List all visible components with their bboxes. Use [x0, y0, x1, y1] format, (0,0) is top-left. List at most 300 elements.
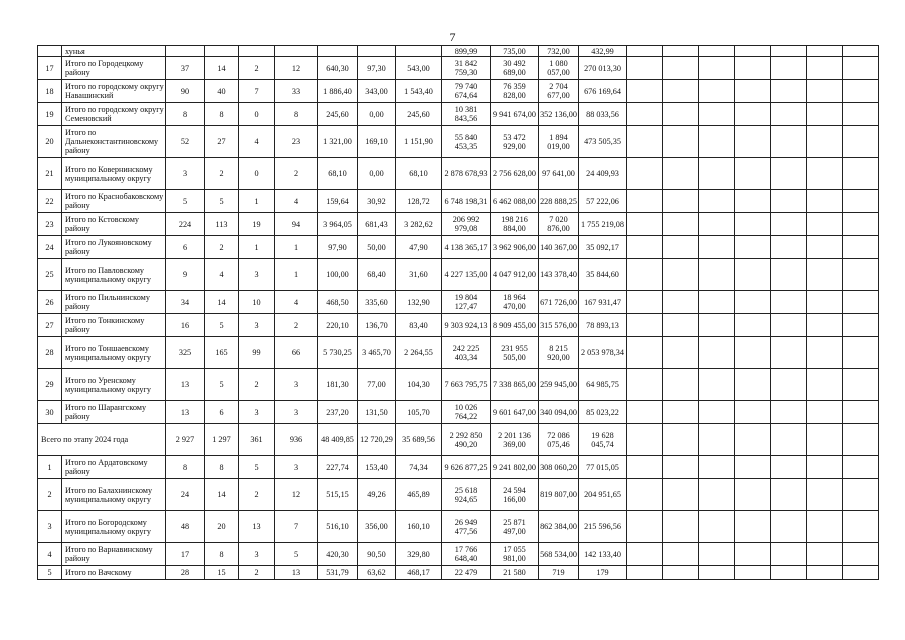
table-row — [38, 401, 879, 424]
empty-cell — [699, 479, 735, 511]
area-cell-3: 160,10 — [396, 511, 442, 543]
empty-cell — [807, 213, 843, 236]
amount-cell-3: 8 215 920,00 — [539, 337, 579, 369]
count-cell-4: 5 — [275, 543, 318, 566]
area-cell-2: 169,10 — [358, 126, 396, 158]
empty-cell — [627, 479, 663, 511]
empty-cell — [627, 456, 663, 479]
amount-cell-3: 140 367,00 — [539, 236, 579, 259]
amount-cell-2: 3 962 906,00 — [491, 236, 539, 259]
count-cell-1: 9 — [166, 259, 205, 291]
amount-cell-1: 6 748 198,31 — [442, 190, 491, 213]
empty-cell — [735, 158, 771, 190]
count-cell-3: 13 — [239, 511, 275, 543]
empty-cell — [771, 259, 807, 291]
amount-cell-3: 862 384,00 — [539, 511, 579, 543]
table-row — [38, 511, 879, 543]
empty-cell — [771, 479, 807, 511]
row-number-cell: 27 — [38, 314, 62, 337]
empty-cell — [843, 424, 879, 456]
amount-cell-4: 2 053 978,34 — [579, 337, 627, 369]
table-row — [38, 190, 879, 213]
area-cell-3: 68,10 — [396, 158, 442, 190]
empty-cell — [843, 57, 879, 80]
empty-cell — [735, 479, 771, 511]
empty-cell — [663, 479, 699, 511]
empty-cell — [807, 236, 843, 259]
empty-cell — [663, 46, 699, 57]
total-amount-cell-4: 19 628 045,74 — [579, 424, 627, 456]
empty-cell — [807, 369, 843, 401]
empty-cell — [735, 103, 771, 126]
empty-cell — [627, 511, 663, 543]
row-number-cell: 3 — [38, 511, 62, 543]
empty-cell — [771, 103, 807, 126]
empty-cell — [807, 57, 843, 80]
empty-cell — [771, 236, 807, 259]
total-count-cell-3: 361 — [239, 424, 275, 456]
area-cell-3: 105,70 — [396, 401, 442, 424]
empty-cell — [771, 456, 807, 479]
area-cell-3: 74,34 — [396, 456, 442, 479]
count-cell-3: 2 — [239, 566, 275, 580]
empty-cell — [699, 424, 735, 456]
area-cell-3: 31,60 — [396, 259, 442, 291]
empty-cell — [807, 314, 843, 337]
empty-cell — [807, 190, 843, 213]
empty-cell — [699, 314, 735, 337]
empty-cell — [843, 126, 879, 158]
total-count-cell-2: 1 297 — [205, 424, 239, 456]
total-count-cell-1: 2 927 — [166, 424, 205, 456]
count-cell-2: 20 — [205, 511, 239, 543]
amount-cell-4: 215 596,56 — [579, 511, 627, 543]
count-cell-2: 5 — [205, 314, 239, 337]
empty-cell — [699, 401, 735, 424]
count-cell-4: 1 — [275, 236, 318, 259]
empty-cell — [807, 479, 843, 511]
area-cell-1: 640,30 — [318, 57, 358, 80]
empty-cell — [771, 369, 807, 401]
amount-cell-1: 7 663 795,75 — [442, 369, 491, 401]
count-cell-2: 14 — [205, 57, 239, 80]
empty-cell — [843, 337, 879, 369]
empty-cell — [663, 424, 699, 456]
area-cell-3 — [396, 46, 442, 57]
table-row — [38, 259, 879, 291]
empty-cell — [735, 511, 771, 543]
empty-cell — [843, 511, 879, 543]
area-cell-1: 516,10 — [318, 511, 358, 543]
empty-cell — [663, 236, 699, 259]
empty-cell — [807, 80, 843, 103]
empty-cell — [771, 337, 807, 369]
empty-cell — [699, 337, 735, 369]
empty-cell — [627, 46, 663, 57]
empty-cell — [627, 126, 663, 158]
empty-cell — [807, 103, 843, 126]
count-cell-2: 4 — [205, 259, 239, 291]
empty-cell — [699, 103, 735, 126]
area-cell-2: 131,50 — [358, 401, 396, 424]
count-cell-2: 5 — [205, 190, 239, 213]
amount-cell-4: 57 222,06 — [579, 190, 627, 213]
count-cell-4: 4 — [275, 190, 318, 213]
amount-cell-3: 1 080 057,00 — [539, 57, 579, 80]
amount-cell-4: 142 133,40 — [579, 543, 627, 566]
amount-cell-3: 259 945,00 — [539, 369, 579, 401]
empty-cell — [771, 291, 807, 314]
table-row — [38, 337, 879, 369]
count-cell-4: 12 — [275, 479, 318, 511]
count-cell-3: 4 — [239, 126, 275, 158]
empty-cell — [843, 259, 879, 291]
amount-cell-4: 35 092,17 — [579, 236, 627, 259]
empty-cell — [627, 401, 663, 424]
district-name-cell: Итого по Тоншаевскому муниципальному округу — [62, 337, 166, 369]
amount-cell-2: 735,00 — [491, 46, 539, 57]
amount-cell-3: 228 888,25 — [539, 190, 579, 213]
count-cell-2: 40 — [205, 80, 239, 103]
count-cell-3: 5 — [239, 456, 275, 479]
count-cell-1: 5 — [166, 190, 205, 213]
amount-cell-4: 78 893,13 — [579, 314, 627, 337]
row-number-cell: 1 — [38, 456, 62, 479]
empty-cell — [627, 80, 663, 103]
table-row — [38, 213, 879, 236]
count-cell-3: 3 — [239, 259, 275, 291]
amount-cell-1: 206 992 979,08 — [442, 213, 491, 236]
empty-cell — [843, 566, 879, 580]
count-cell-2: 5 — [205, 369, 239, 401]
amount-cell-1: 26 949 477,56 — [442, 511, 491, 543]
amount-cell-2: 2 756 628,00 — [491, 158, 539, 190]
area-cell-1: 5 730,25 — [318, 337, 358, 369]
count-cell-4: 2 — [275, 314, 318, 337]
count-cell-2 — [205, 46, 239, 57]
empty-cell — [735, 190, 771, 213]
district-name-cell: Итого по Богородскому муниципальному округу — [62, 511, 166, 543]
empty-cell — [735, 314, 771, 337]
area-cell-1: 1 321,00 — [318, 126, 358, 158]
district-name-cell: Итого по Вачскому — [62, 566, 166, 580]
amount-cell-3: 340 094,00 — [539, 401, 579, 424]
empty-cell — [843, 80, 879, 103]
amount-cell-4: 1 755 219,08 — [579, 213, 627, 236]
area-cell-2 — [358, 46, 396, 57]
empty-cell — [663, 57, 699, 80]
empty-cell — [771, 80, 807, 103]
resettlement-table — [37, 45, 879, 580]
count-cell-4: 12 — [275, 57, 318, 80]
empty-cell — [807, 126, 843, 158]
count-cell-3: 2 — [239, 57, 275, 80]
empty-cell — [735, 57, 771, 80]
empty-cell — [663, 103, 699, 126]
empty-cell — [627, 543, 663, 566]
count-cell-4: 3 — [275, 401, 318, 424]
empty-cell — [843, 158, 879, 190]
amount-cell-2: 18 964 470,00 — [491, 291, 539, 314]
district-name-cell: Итого по Лукояновскому району — [62, 236, 166, 259]
area-cell-1: 100,00 — [318, 259, 358, 291]
row-number-cell: 28 — [38, 337, 62, 369]
district-name-cell: Итого по Уренскому муниципальному округу — [62, 369, 166, 401]
empty-cell — [663, 369, 699, 401]
empty-cell — [663, 337, 699, 369]
empty-cell — [699, 566, 735, 580]
empty-cell — [771, 213, 807, 236]
district-name-cell: Итого по Краснобаковскому району — [62, 190, 166, 213]
empty-cell — [807, 158, 843, 190]
amount-cell-1: 19 804 127,47 — [442, 291, 491, 314]
area-cell-2: 63,62 — [358, 566, 396, 580]
count-cell-1 — [166, 46, 205, 57]
empty-cell — [843, 46, 879, 57]
amount-cell-2: 21 580 — [491, 566, 539, 580]
total-amount-cell-2: 2 201 136 369,00 — [491, 424, 539, 456]
empty-cell — [807, 456, 843, 479]
amount-cell-1: 79 740 674,64 — [442, 80, 491, 103]
count-cell-4: 3 — [275, 369, 318, 401]
count-cell-1: 90 — [166, 80, 205, 103]
empty-cell — [735, 566, 771, 580]
district-name-cell: Итого по Ардатовскому району — [62, 456, 166, 479]
count-cell-3: 0 — [239, 158, 275, 190]
total-row — [38, 424, 879, 456]
amount-cell-2: 198 216 884,00 — [491, 213, 539, 236]
amount-cell-2: 17 055 981,00 — [491, 543, 539, 566]
amount-cell-3: 143 378,40 — [539, 259, 579, 291]
amount-cell-2: 24 594 166,00 — [491, 479, 539, 511]
area-cell-3: 128,72 — [396, 190, 442, 213]
table-row — [38, 566, 879, 580]
empty-cell — [699, 46, 735, 57]
empty-cell — [663, 158, 699, 190]
empty-cell — [771, 543, 807, 566]
empty-cell — [627, 424, 663, 456]
empty-cell — [663, 126, 699, 158]
empty-cell — [843, 236, 879, 259]
area-cell-2: 153,40 — [358, 456, 396, 479]
empty-cell — [699, 369, 735, 401]
district-name-cell: Итого по Ковернинскому муниципальному округу — [62, 158, 166, 190]
empty-cell — [771, 126, 807, 158]
empty-cell — [735, 236, 771, 259]
total-amount-cell-3: 72 086 075,46 — [539, 424, 579, 456]
amount-cell-3: 97 641,00 — [539, 158, 579, 190]
empty-cell — [663, 543, 699, 566]
amount-cell-3: 2 704 677,00 — [539, 80, 579, 103]
empty-cell — [771, 190, 807, 213]
row-number-cell: 29 — [38, 369, 62, 401]
amount-cell-4: 88 033,56 — [579, 103, 627, 126]
area-cell-3: 465,89 — [396, 479, 442, 511]
empty-cell — [627, 103, 663, 126]
area-cell-2: 356,00 — [358, 511, 396, 543]
empty-cell — [735, 291, 771, 314]
count-cell-1: 8 — [166, 103, 205, 126]
empty-cell — [699, 80, 735, 103]
empty-cell — [627, 158, 663, 190]
count-cell-3: 3 — [239, 314, 275, 337]
amount-cell-3: 819 807,00 — [539, 479, 579, 511]
row-number-cell: 26 — [38, 291, 62, 314]
amount-cell-4: 473 505,35 — [579, 126, 627, 158]
row-number-cell: 24 — [38, 236, 62, 259]
table-row — [38, 46, 879, 57]
row-number-cell: 23 — [38, 213, 62, 236]
empty-cell — [771, 566, 807, 580]
total-amount-cell-1: 2 292 850 490,20 — [442, 424, 491, 456]
empty-cell — [627, 190, 663, 213]
empty-cell — [807, 46, 843, 57]
empty-cell — [663, 511, 699, 543]
count-cell-4: 66 — [275, 337, 318, 369]
row-number-cell: 21 — [38, 158, 62, 190]
table-row — [38, 126, 879, 158]
empty-cell — [735, 80, 771, 103]
count-cell-4: 1 — [275, 259, 318, 291]
district-name-cell: Итого по Дальнеконстантиновскому району — [62, 126, 166, 158]
table-row — [38, 291, 879, 314]
amount-cell-2: 8 909 455,00 — [491, 314, 539, 337]
area-cell-2: 97,30 — [358, 57, 396, 80]
row-number-cell — [38, 46, 62, 57]
area-cell-2: 0,00 — [358, 158, 396, 190]
count-cell-2: 8 — [205, 456, 239, 479]
empty-cell — [843, 291, 879, 314]
area-cell-2: 136,70 — [358, 314, 396, 337]
count-cell-2: 2 — [205, 236, 239, 259]
table-row — [38, 80, 879, 103]
area-cell-1: 468,50 — [318, 291, 358, 314]
count-cell-1: 24 — [166, 479, 205, 511]
row-number-cell: 2 — [38, 479, 62, 511]
area-cell-2: 0,00 — [358, 103, 396, 126]
district-name-cell: Итого по Пильнинскому району — [62, 291, 166, 314]
empty-cell — [663, 213, 699, 236]
amount-cell-2: 6 462 088,00 — [491, 190, 539, 213]
amount-cell-1: 4 138 365,17 — [442, 236, 491, 259]
count-cell-3: 1 — [239, 190, 275, 213]
area-cell-1: 515,15 — [318, 479, 358, 511]
empty-cell — [843, 190, 879, 213]
count-cell-3: 3 — [239, 401, 275, 424]
amount-cell-4: 204 951,65 — [579, 479, 627, 511]
empty-cell — [663, 80, 699, 103]
amount-cell-3: 308 060,20 — [539, 456, 579, 479]
empty-cell — [699, 456, 735, 479]
area-cell-3: 3 282,62 — [396, 213, 442, 236]
count-cell-1: 17 — [166, 543, 205, 566]
empty-cell — [663, 314, 699, 337]
empty-cell — [663, 566, 699, 580]
table-row — [38, 103, 879, 126]
empty-cell — [699, 190, 735, 213]
area-cell-1: 3 964,05 — [318, 213, 358, 236]
area-cell-2: 343,00 — [358, 80, 396, 103]
area-cell-1: 220,10 — [318, 314, 358, 337]
amount-cell-4: 85 023,22 — [579, 401, 627, 424]
empty-cell — [735, 46, 771, 57]
area-cell-3: 132,90 — [396, 291, 442, 314]
count-cell-3: 2 — [239, 479, 275, 511]
empty-cell — [663, 291, 699, 314]
amount-cell-3: 315 576,00 — [539, 314, 579, 337]
count-cell-1: 48 — [166, 511, 205, 543]
area-cell-1 — [318, 46, 358, 57]
count-cell-2: 165 — [205, 337, 239, 369]
amount-cell-4: 24 409,93 — [579, 158, 627, 190]
amount-cell-2: 9 941 674,00 — [491, 103, 539, 126]
table-row — [38, 479, 879, 511]
amount-cell-2: 25 871 497,00 — [491, 511, 539, 543]
amount-cell-1: 4 227 135,00 — [442, 259, 491, 291]
count-cell-1: 3 — [166, 158, 205, 190]
empty-cell — [843, 103, 879, 126]
count-cell-3: 3 — [239, 543, 275, 566]
amount-cell-3: 732,00 — [539, 46, 579, 57]
empty-cell — [771, 511, 807, 543]
empty-cell — [807, 543, 843, 566]
count-cell-4 — [275, 46, 318, 57]
amount-cell-4: 64 985,75 — [579, 369, 627, 401]
amount-cell-3: 719 — [539, 566, 579, 580]
empty-cell — [627, 213, 663, 236]
district-name-cell: Итого по Городецкому району — [62, 57, 166, 80]
empty-cell — [735, 213, 771, 236]
district-name-cell: Итого по городскому округу Семеновский — [62, 103, 166, 126]
empty-cell — [699, 259, 735, 291]
count-cell-1: 6 — [166, 236, 205, 259]
empty-cell — [735, 369, 771, 401]
district-name-cell: Итого по Шарангскому району — [62, 401, 166, 424]
count-cell-2: 8 — [205, 543, 239, 566]
table-row — [38, 314, 879, 337]
count-cell-3 — [239, 46, 275, 57]
count-cell-4: 7 — [275, 511, 318, 543]
empty-cell — [699, 291, 735, 314]
empty-cell — [735, 259, 771, 291]
empty-cell — [771, 424, 807, 456]
row-number-cell: 17 — [38, 57, 62, 80]
empty-cell — [807, 291, 843, 314]
count-cell-1: 37 — [166, 57, 205, 80]
count-cell-1: 13 — [166, 369, 205, 401]
amount-cell-3: 352 136,00 — [539, 103, 579, 126]
count-cell-4: 8 — [275, 103, 318, 126]
total-label-cell: Всего по этапу 2024 года — [38, 424, 166, 456]
empty-cell — [843, 314, 879, 337]
row-number-cell: 4 — [38, 543, 62, 566]
empty-cell — [663, 190, 699, 213]
empty-cell — [807, 511, 843, 543]
empty-cell — [735, 543, 771, 566]
amount-cell-1: 31 842 759,30 — [442, 57, 491, 80]
amount-cell-4: 77 015,05 — [579, 456, 627, 479]
count-cell-1: 8 — [166, 456, 205, 479]
district-name-cell: Итого по Тонкинскому району — [62, 314, 166, 337]
empty-cell — [843, 401, 879, 424]
empty-cell — [735, 126, 771, 158]
count-cell-4: 94 — [275, 213, 318, 236]
district-name-cell: Итого по городскому округу Навашинский — [62, 80, 166, 103]
amount-cell-1: 25 618 924,65 — [442, 479, 491, 511]
area-cell-1: 97,90 — [318, 236, 358, 259]
amount-cell-1: 242 225 403,34 — [442, 337, 491, 369]
count-cell-1: 52 — [166, 126, 205, 158]
